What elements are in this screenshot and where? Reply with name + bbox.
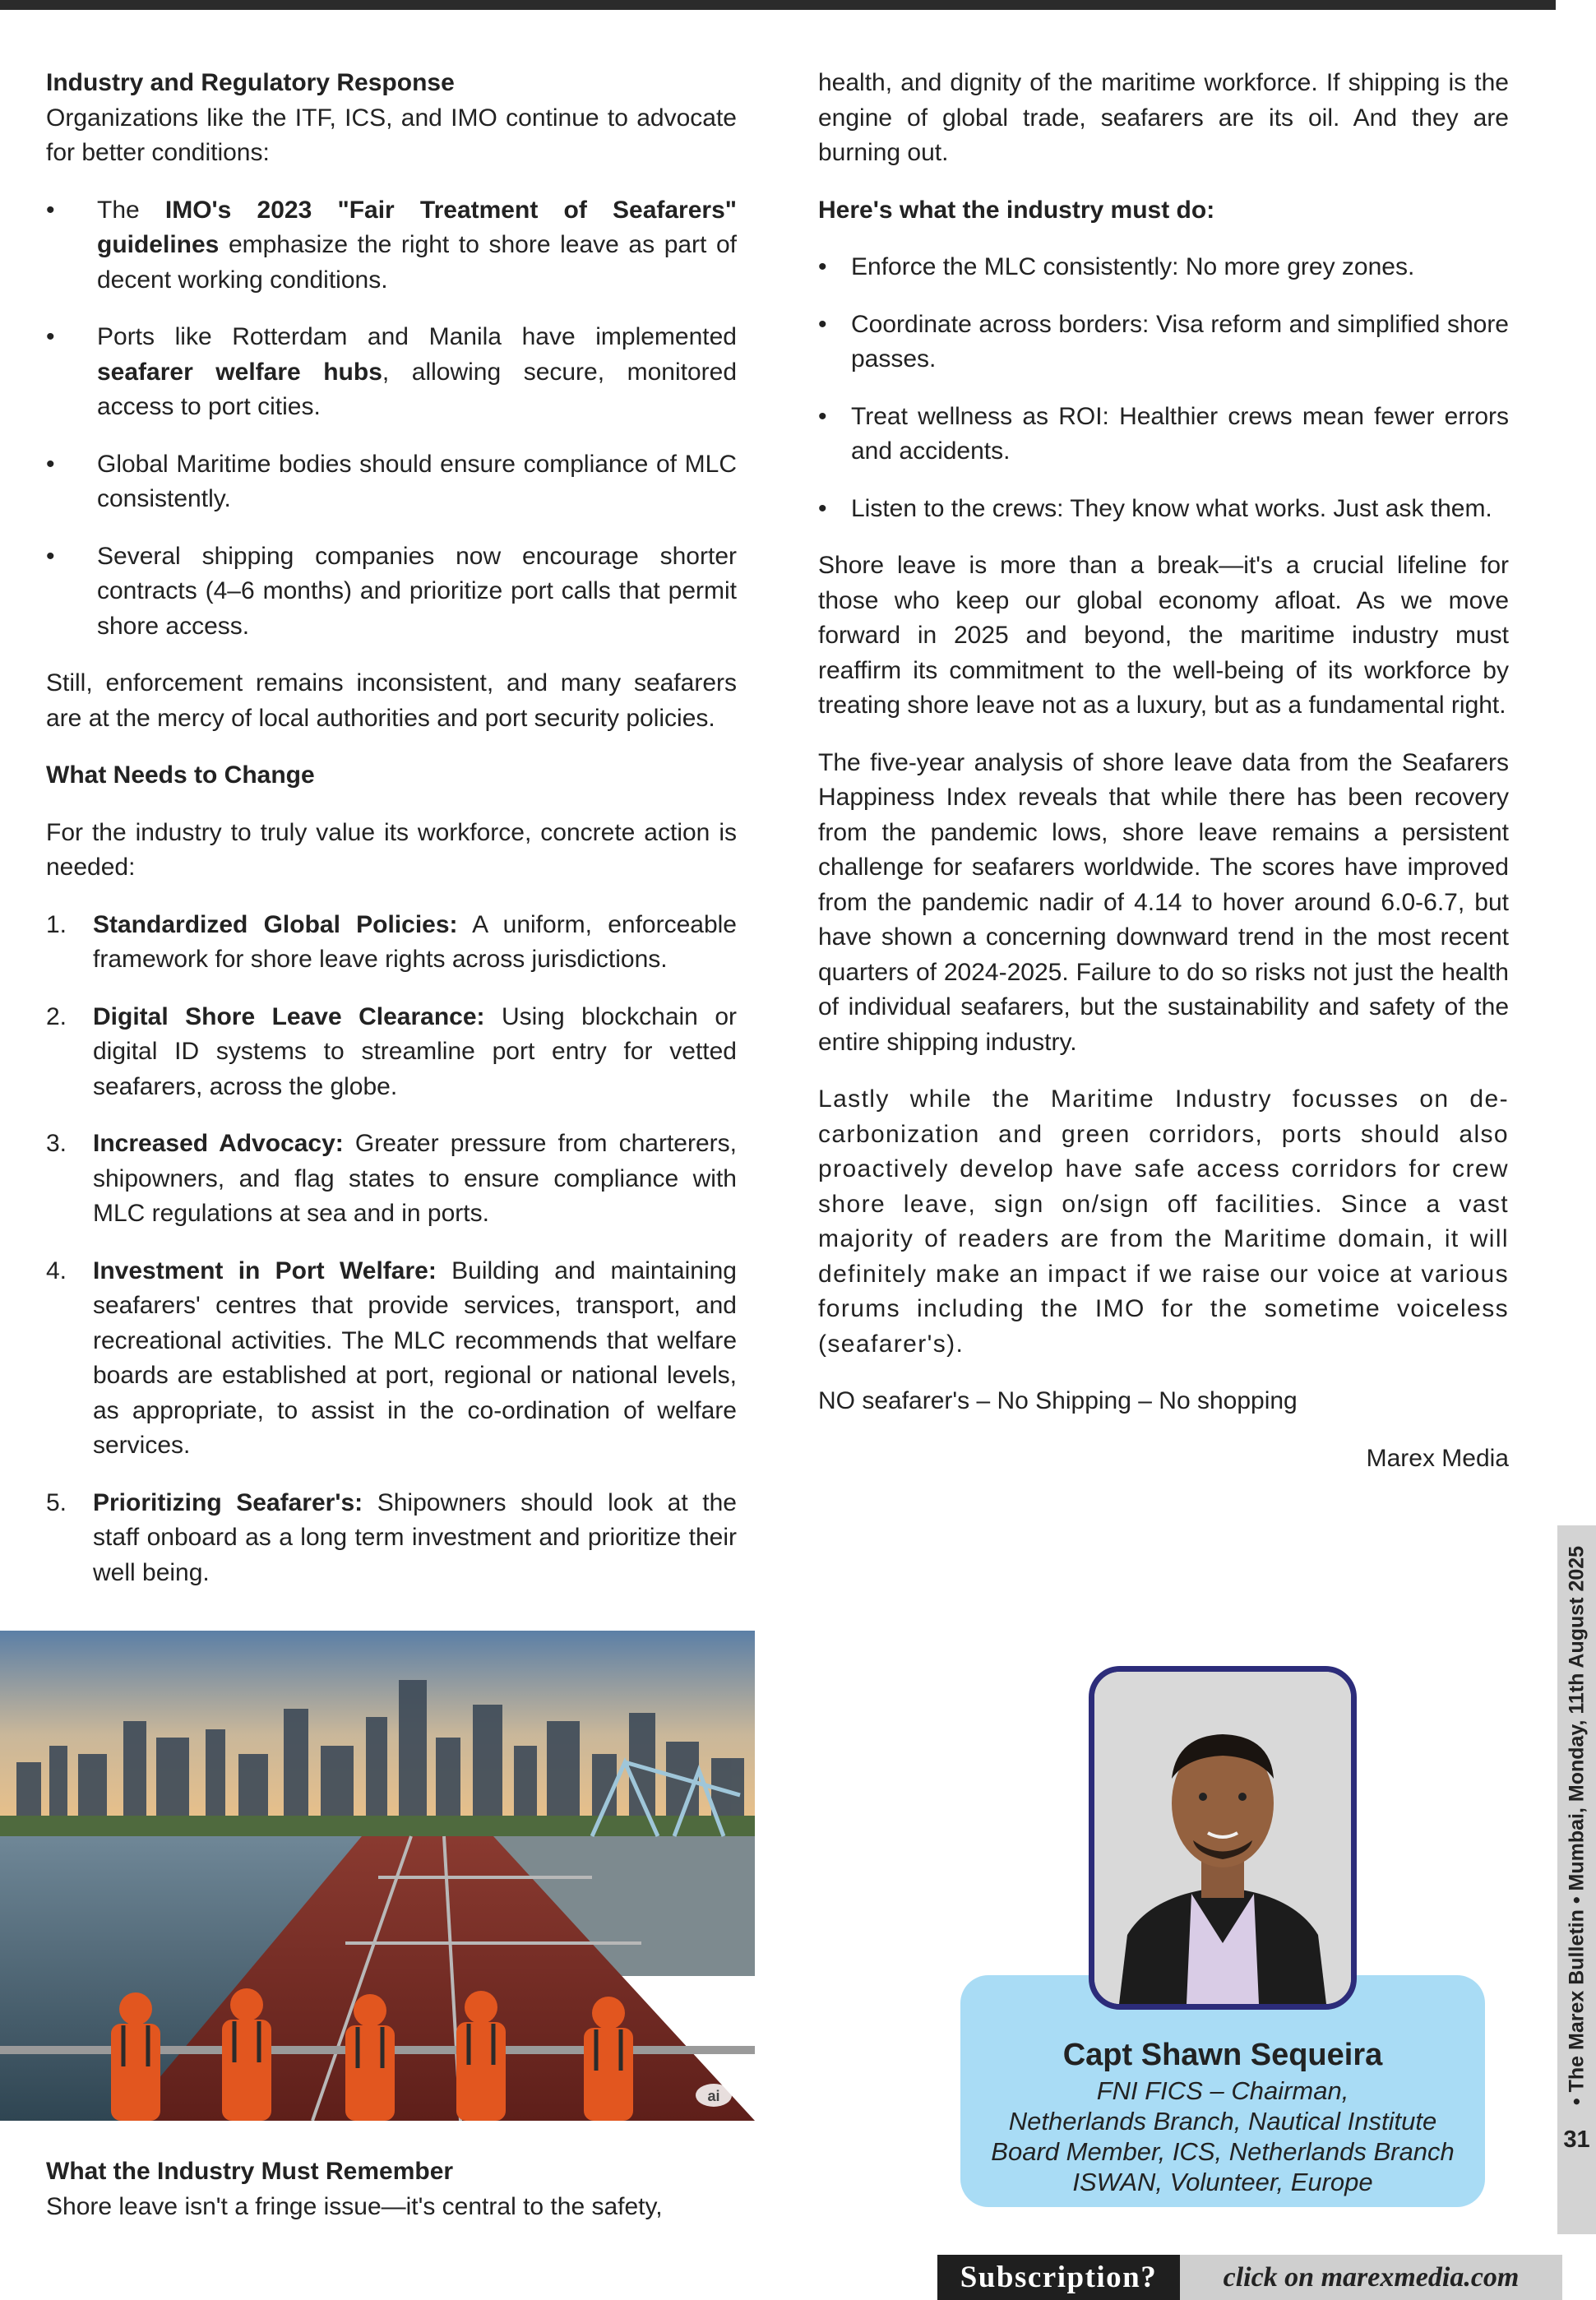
top-rule — [0, 0, 1556, 10]
crew-deck-photo — [0, 1631, 755, 2121]
page-number: 31 — [1563, 2126, 1590, 2153]
intro-paragraph: Organizations like the ITF, ICS, and IMO continue to advocate for better conditions: — [46, 104, 737, 166]
section-heading: Industry and Regulatory Response — [46, 69, 455, 96]
list-item: • Ports like Rotterdam and Manila have implemented seafarer welfare hubs, allowing secure, monitored access to port cities. — [46, 323, 738, 420]
left-column — [46, 66, 737, 1613]
list-item: • Several shipping companies now encourage shorter contracts (4–6 months) and prioritize port calls that permit shore access. — [46, 542, 737, 640]
author-name: Capt Shawn Sequeira — [1062, 2038, 1383, 2072]
subscription-link[interactable]: click on marexmedia.com — [1180, 2255, 1562, 2300]
section-heading: What the Industry Must Remember — [46, 2158, 454, 2185]
author-card — [960, 1975, 1485, 2207]
remember-section — [46, 2154, 737, 2224]
list-item: • Enforce the MLC consistently: No more grey zones. — [818, 253, 1415, 280]
analysis-paragraph: The five-year analysis of shore leave data from the Seafarers Happiness Index reveals that while there has been recovery from the pandemic lows, shore leave remains a persistent challenge for seafarers worldwide. The scores have improved from the pandemic nadir of 4.14 to hover around 6.0-6.7, but have shown a concerning downward trend in the most recent quarters of 2024-2025. Failure to do so risks not just the health of individual seafarers, but the sustainability and safety of the entire shipping industry. — [818, 748, 1509, 1056]
closing-paragraph: Lastly while the Maritime Industry focusses on de-carbonization and green corridors, ports should also proactively develop have safe access corridors for crew shore leave, sign on/sign off facilities. Since a vast majority of readers are from the Maritime domain, it will definitely make an impact if we raise our voice at various forums including the IMO for the sometime voiceless (seafarer's). — [818, 1085, 1509, 1358]
list-item: 5. Prioritizing Seafarer's: Shipowners should look at the staff onboard as a long term investment and prioritize their well being. — [46, 1488, 737, 1586]
section-heading: What Needs to Change — [46, 761, 315, 789]
list-item: • Coordinate across borders: Visa reform and simplified shore passes. — [818, 310, 1509, 373]
author-credentials: FNI FICS – Chairman, Netherlands Branch, Nautical Institute Board Member, ICS, Netherlands Branch ISWAN, Volunteer, Europe — [991, 2076, 1455, 2196]
ai-watermark: ai — [707, 2088, 720, 2104]
list-item: 1. Standardized Global Policies: A uniform, enforceable framework for shore leave rights across jurisdictions. — [46, 910, 737, 973]
actions-list — [46, 908, 737, 1591]
section-heading: Here's what the industry must do: — [818, 196, 1215, 224]
photo-illustration — [0, 1631, 755, 2121]
continuation-paragraph: health, and dignity of the maritime workforce. If shipping is the engine of global trade, seafarers are its oil. And they are burning out. — [818, 69, 1509, 166]
list-item: 2. Digital Shore Leave Clearance: Using blockchain or digital ID systems to streamline port entry for vetted seafarers, across the globe. — [46, 1002, 737, 1100]
shore-leave-paragraph: Shore leave is more than a break—it's a crucial lifeline for those who keep our global economy afloat. As we move forward in 2025 and beyond, the maritime industry must reaffirm its commitment to the well-being of its workforce by treating shore leave not as a luxury, but as a fundamental right. — [818, 552, 1509, 719]
list-item: 4. Investment in Port Welfare: Building and maintaining seafarers' centres that provide services, transport, and recreational activities. The MLC recommends that welfare boards are established at port, regional or national levels, as appropriate, to assist in the co-ordination of welfare services. — [46, 1256, 737, 1459]
response-list — [46, 193, 737, 645]
subscription-label[interactable]: Subscription? — [937, 2255, 1180, 2300]
remember-paragraph: Shore leave isn't a fringe issue—it's central to the safety, — [46, 2192, 663, 2220]
enforcement-paragraph: Still, enforcement remains inconsistent, and many seafarers are at the mercy of local authorities and port security policies. — [46, 669, 737, 732]
needs-paragraph: For the industry to truly value its workforce, concrete action is needed: — [46, 818, 737, 881]
publication-line: • The Marex Bulletin • Mumbai, Monday, 11th August 2025 — [1565, 1545, 1588, 2106]
list-item: • Global Maritime bodies should ensure compliance of MLC consistently. — [46, 450, 737, 512]
subscription-bar[interactable] — [937, 2255, 1562, 2300]
slogan: NO seafarer's – No Shipping – No shopping — [818, 1387, 1298, 1414]
right-column — [818, 66, 1509, 1476]
author-portrait — [1089, 1666, 1357, 2010]
list-item: 3. Increased Advocacy: Greater pressure from charterers, shipowners, and flag states to ensure compliance with MLC regulations at sea and in ports. — [46, 1130, 737, 1227]
list-item: • Treat wellness as ROI: Healthier crews mean fewer errors and accidents. — [818, 402, 1509, 465]
list-item: • Listen to the crews: They know what works. Just ask them. — [818, 494, 1492, 522]
signature: Marex Media — [1366, 1444, 1509, 1472]
industry-must-list — [818, 250, 1509, 526]
list-item: • The IMO's 2023 "Fair Treatment of Seafarers" guidelines emphasize the right to shore leave as part of decent working conditions. — [46, 196, 737, 294]
portrait-illustration — [1094, 1672, 1351, 2004]
